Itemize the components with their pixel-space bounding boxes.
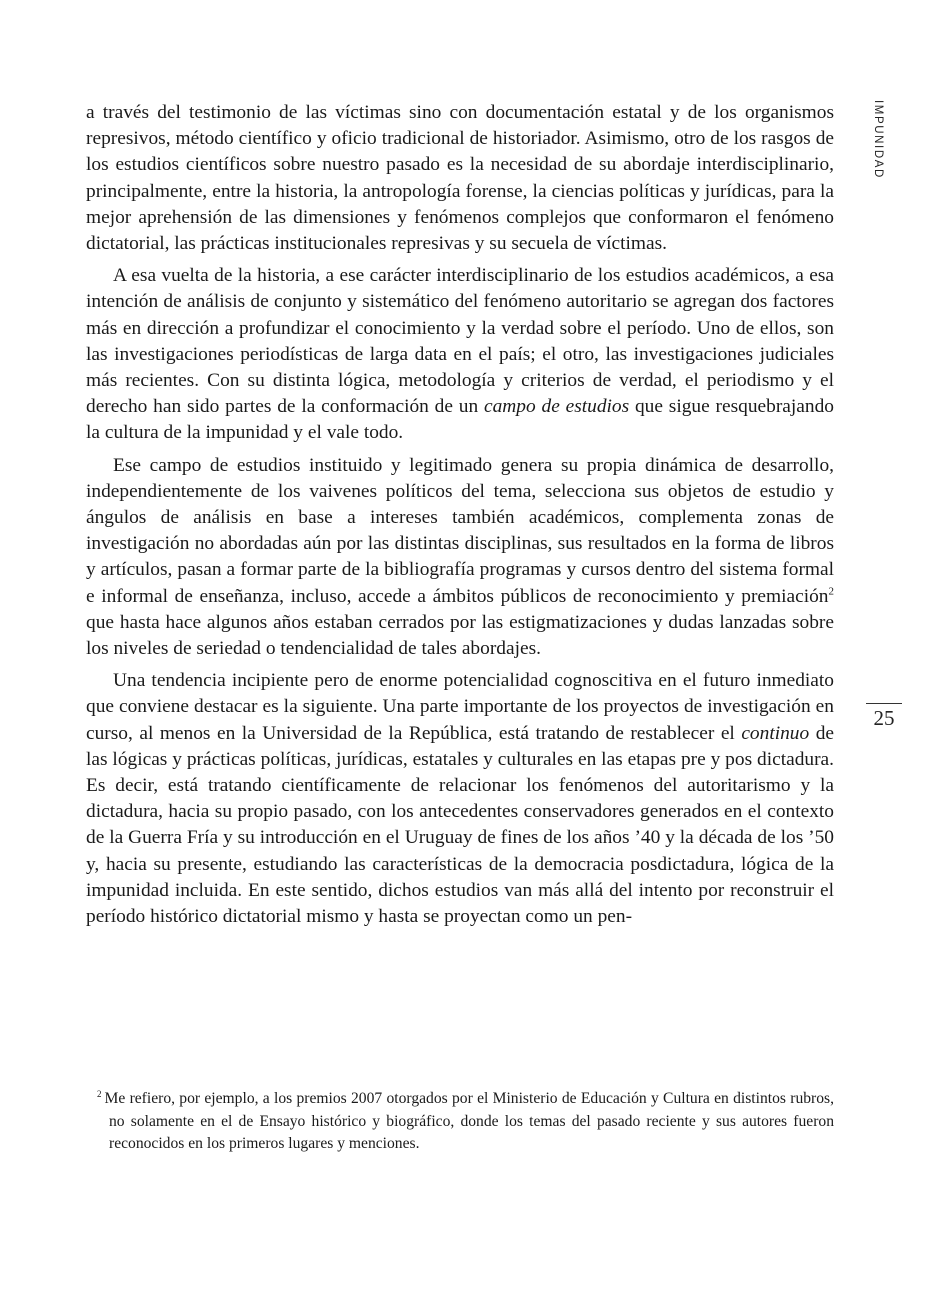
paragraph-4 xyxy=(86,668,834,930)
page-number-rule xyxy=(866,703,902,704)
paragraph-2-text-end: que sigue resquebrajando la cultura de la impunidad y el vale todo. xyxy=(86,396,834,444)
paragraph-2-italic-term: campo de estudios xyxy=(483,396,630,418)
running-head xyxy=(860,100,896,220)
paragraph-3-text-end: que hasta hace algunos años estaban cerrados por las estigmatizaciones y dudas lanzadas sobre los niveles de seriedad o tendencialidad de tales abordajes. xyxy=(86,611,834,660)
footnote-text: Me refiero, por ejemplo, a los premios 2007 otorgados por el Ministerio de Educación y Cultura en distintos rubros, no solamente en el de Ensayo histórico y biográfico, donde los temas del pasado reciente y sus autores fueron reconocidos en los primeros lugares y menciones. xyxy=(104,1090,834,1152)
paragraph-4-text-start: Una tendencia incipiente pero de enorme potencialidad cognoscitiva en el futuro inmediato que conviene destacar es la siguiente. Una parte importante de los proyectos de investigación en curso, al menos en la Universidad de la República, está tratando de restablecer el xyxy=(86,670,834,744)
footnote-number: 2 xyxy=(97,1088,102,1099)
paragraph-4-text-end: de las lógicas y prácticas políticas, jurídicas, estatales y culturales en las etapas pre y pos dictadura. Es decir, está tratando científicamente de relacionar los fenómenos del autoritarismo y la dictadura, hacia su propio pasado, con los antecedentes conservadores generados en el contexto de la Guerra Fría y su introducción en el Uruguay de fines de los años ’40 y la década de los ’50 y, hacia su presente, estudiando las características de la democracia posdictadura, lógica de la impunidad incluida. En este sentido, dichos estudios van más allá del intento por reconstruir el período histórico dictatorial mismo y hasta se proyectan como un pen- xyxy=(86,722,834,928)
footnote-reference[interactable]: 2 xyxy=(828,585,834,598)
paragraph-3 xyxy=(86,453,834,663)
paragraph-1 xyxy=(86,100,834,257)
paragraph-1-text: a través del testimonio de las víctimas sino con documentación estatal y de los organismos represivos, método científico y oficio tradicional de historiador. Asimismo, otro de los rasgos de los estudios científicos sobre nuestro pasado es la necesidad de su abordaje interdisciplinario, principalmente, entre la historia, la antropología forense, la ciencias políticas y jurídicas, para la mejor aprehensión de las dimensiones y fenómenos complejos que conformaron el fenómeno dictatorial, las prácticas institucionales represivas y su secuela de víctimas. xyxy=(86,102,834,255)
paragraph-2-text-start: A esa vuelta de la historia, a ese carácter interdisciplinario de los estudios académicos, a esa intención de análisis de conjunto y sistemático del fenómeno autoritario se agregan dos factores más en dirección a profundizar el conocimiento y la verdad sobre el período. Uno de ellos, son las investigaciones periodísticas de larga data en el país; el otro, las investigaciones judiciales más recientes. Con su distinta lógica, metodología y criterios de verdad, el periodismo y el derecho han sido partes de la conformación de un xyxy=(86,265,834,418)
paragraph-3-text-start: Ese campo de estudios instituido y legitimado genera su propia dinámica de desarrollo, independientemente de los vaivenes políticos del tema, selecciona sus objetos de estudio y ángulos de análisis en base a intereses también académicos, complementa zonas de investigación no abordadas aún por las distintas disciplinas, sus resultados en la forma de libros y artículos, pasan a formar parte de la bibliografía programas y cursos dentro del sistema formal e informal de enseñanza, incluso, accede a ámbitos públicos de reconocimiento y premiación xyxy=(86,454,834,607)
body-text xyxy=(86,100,834,936)
paragraph-2 xyxy=(86,263,834,446)
paragraph-4-italic-term: continuo xyxy=(741,722,810,744)
running-head-text: IMPUNIDAD xyxy=(872,100,884,179)
footnote xyxy=(86,1088,834,1156)
page-number: 25 xyxy=(873,706,895,730)
footnote-body xyxy=(86,1088,834,1156)
